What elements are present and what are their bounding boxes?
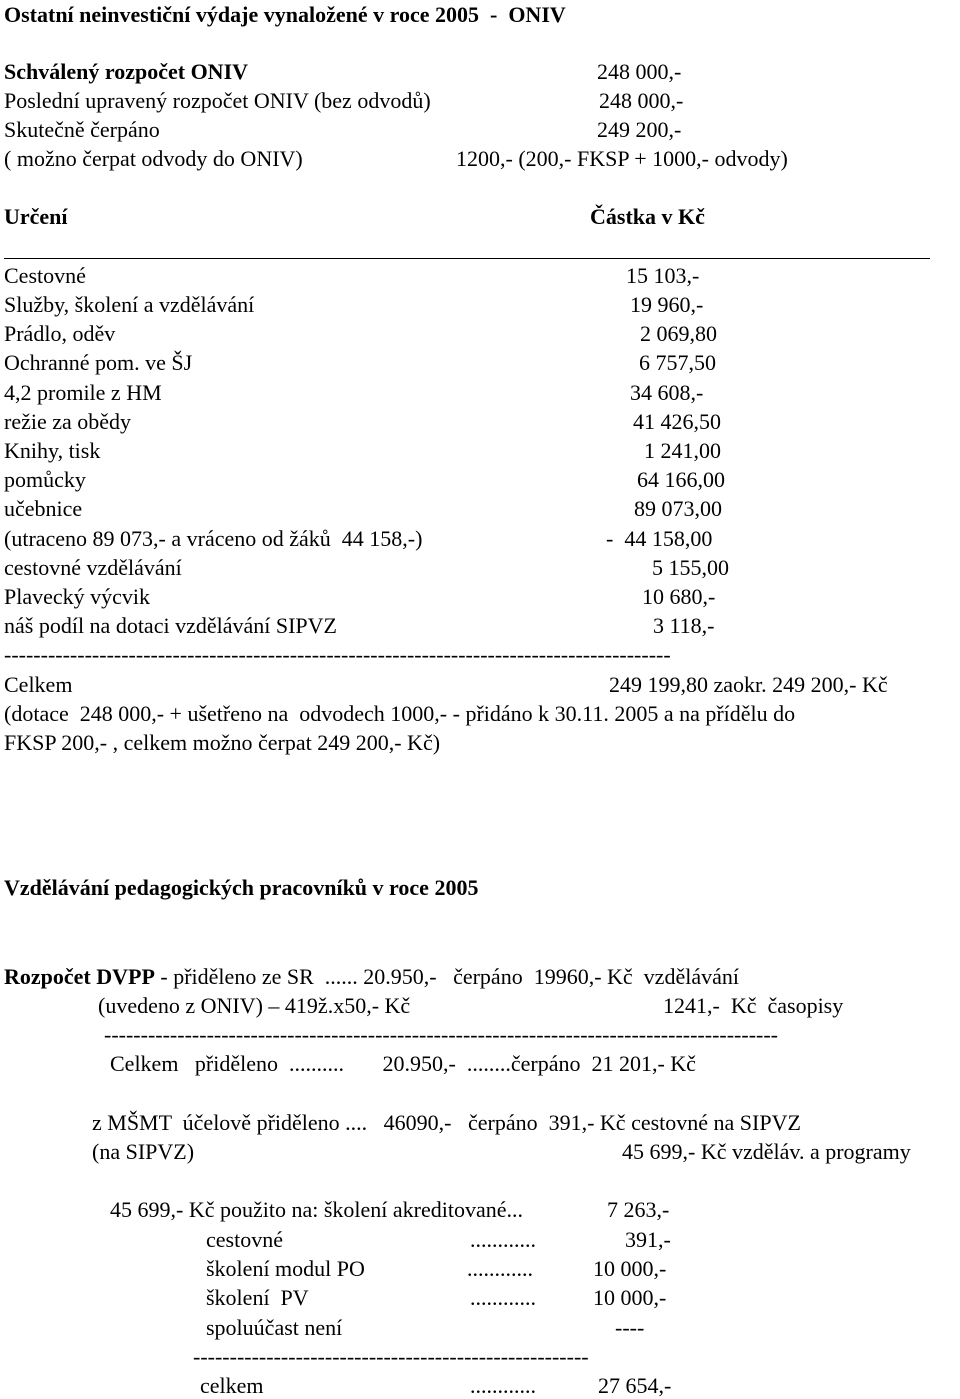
usage-label: školení PV bbox=[206, 1285, 309, 1310]
dvpp-total-line: Celkem přiděleno .......... 20.950,- ........čerpáno 21 201,- Kč bbox=[110, 1051, 696, 1076]
usage-value: 391,- bbox=[625, 1227, 671, 1252]
row-value: - 44 158,00 bbox=[606, 526, 713, 551]
summary-label-approved: Schválený rozpočet ONIV bbox=[4, 59, 249, 84]
usage-dashed-separator: ------------------------------------------------------ bbox=[193, 1344, 589, 1369]
row-label: Prádlo, oděv bbox=[4, 321, 116, 346]
usage-dots: ............ bbox=[470, 1285, 536, 1310]
msmt-line-1: z MŠMT účelově přiděleno .... 46090,- čerpáno 391,- Kč cestovné na SIPVZ bbox=[92, 1110, 801, 1135]
row-value: 64 166,00 bbox=[637, 467, 725, 492]
row-value: 15 103,- bbox=[626, 263, 700, 288]
total-note-line-1: (dotace 248 000,- + ušetřeno na odvodech 1000,- - přidáno k 30.11. 2005 a na přídělu do bbox=[4, 701, 796, 726]
usage-label: školení modul PO bbox=[206, 1256, 365, 1281]
msmt-line-2-left: (na SIPVZ) bbox=[92, 1139, 195, 1164]
dvpp-dashed-separator: -------------------------------------------------------------------------------------------- bbox=[104, 1022, 779, 1047]
usage-total-dots: ............ bbox=[470, 1373, 536, 1398]
summary-value-spent: 249 200,- bbox=[597, 117, 682, 142]
summary-value-approved: 248 000,- bbox=[597, 59, 682, 84]
row-value: 89 073,00 bbox=[634, 496, 722, 521]
row-value: 19 960,- bbox=[630, 292, 704, 317]
dvpp-budget-line-2-right: 1241,- Kč časopisy bbox=[663, 993, 844, 1018]
row-label: 4,2 promile z HM bbox=[4, 380, 162, 405]
row-value: 10 680,- bbox=[642, 584, 716, 609]
dashed-separator: ------------------------------------------------------------------------------------------- bbox=[4, 642, 671, 667]
row-value: 41 426,50 bbox=[633, 409, 721, 434]
row-value: 1 241,00 bbox=[644, 438, 721, 463]
row-label: Knihy, tisk bbox=[4, 438, 101, 463]
row-value: 6 757,50 bbox=[639, 350, 716, 375]
usage-value: ---- bbox=[615, 1315, 645, 1340]
summary-label-adjusted: Poslední upravený rozpočet ONIV (bez odvodů) bbox=[4, 88, 431, 113]
total-label: Celkem bbox=[4, 672, 73, 697]
summary-value-possible: 1200,- (200,- FKSP + 1000,- odvody) bbox=[456, 146, 788, 171]
usage-dots: ............ bbox=[470, 1227, 536, 1252]
usage-value: 10 000,- bbox=[593, 1285, 667, 1310]
row-label: režie za obědy bbox=[4, 409, 132, 434]
row-value: 2 069,80 bbox=[640, 321, 717, 346]
dvpp-budget-label: Rozpočet DVPP bbox=[4, 964, 155, 989]
summary-label-possible: ( možno čerpat odvody do ONIV) bbox=[4, 146, 303, 171]
row-value: 34 608,- bbox=[630, 380, 704, 405]
row-label: cestovné vzdělávání bbox=[4, 555, 182, 580]
page-title: Ostatní neinvestiční výdaje vynaložené v roce 2005 - ONIV bbox=[4, 2, 566, 27]
row-value: 5 155,00 bbox=[652, 555, 729, 580]
usage-label: cestovné bbox=[206, 1227, 283, 1252]
total-note-line-2: FKSP 200,- , celkem možno čerpat 249 200,- Kč) bbox=[4, 730, 441, 755]
dvpp-heading: Vzdělávání pedagogických pracovníků v roce 2005 bbox=[4, 875, 479, 900]
summary-label-spent: Skutečně čerpáno bbox=[4, 117, 160, 142]
column-header-purpose: Určení bbox=[4, 204, 68, 229]
usage-label: spoluúčast není bbox=[206, 1315, 343, 1340]
row-label: Ochranné pom. ve ŠJ bbox=[4, 350, 193, 375]
usage-value: 7 263,- bbox=[607, 1197, 670, 1222]
usage-total-value: 27 654,- bbox=[598, 1373, 672, 1398]
summary-value-adjusted: 248 000,- bbox=[599, 88, 684, 113]
msmt-line-2-right: 45 699,- Kč vzděláv. a programy bbox=[622, 1139, 911, 1164]
column-header-amount: Částka v Kč bbox=[590, 204, 705, 229]
usage-total-label: celkem bbox=[200, 1373, 264, 1398]
row-label: Cestovné bbox=[4, 263, 86, 288]
dvpp-budget-line-2-left: (uvedeno z ONIV) – 419ž.x50,- Kč bbox=[98, 993, 411, 1018]
row-label: Plavecký výcvik bbox=[4, 584, 151, 609]
dvpp-budget-line-1 bbox=[4, 966, 739, 988]
dvpp-budget-details: - přiděleno ze SR ...... 20.950,- čerpáno 19960,- Kč vzdělávání bbox=[154, 964, 739, 989]
usage-dots: ............ bbox=[467, 1256, 533, 1281]
row-value: 3 118,- bbox=[653, 613, 715, 638]
usage-value: 10 000,- bbox=[593, 1256, 667, 1281]
row-label: (utraceno 89 073,- a vráceno od žáků 44 158,-) bbox=[4, 526, 423, 551]
usage-intro: 45 699,- Kč použito na: školení akreditované... bbox=[110, 1197, 524, 1222]
row-label: učebnice bbox=[4, 496, 83, 521]
total-value: 249 199,80 zaokr. 249 200,- Kč bbox=[609, 672, 888, 697]
header-rule bbox=[4, 258, 930, 259]
row-label: Služby, školení a vzdělávání bbox=[4, 292, 255, 317]
row-label: náš podíl na dotaci vzdělávání SIPVZ bbox=[4, 613, 337, 638]
row-label: pomůcky bbox=[4, 467, 86, 492]
